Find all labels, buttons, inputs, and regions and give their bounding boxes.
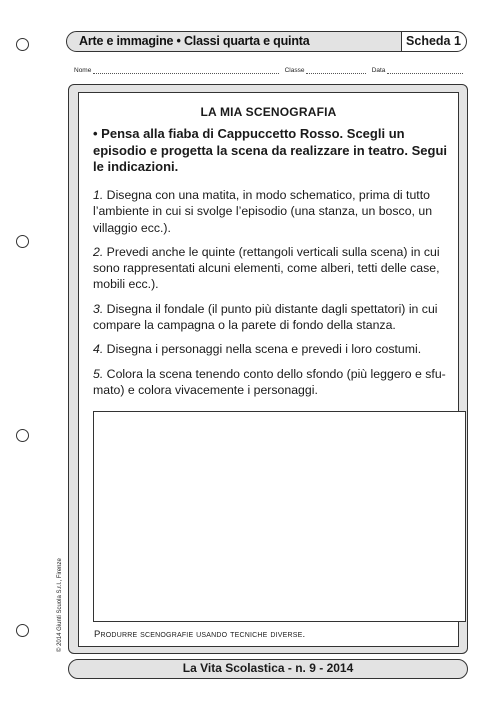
binder-hole [16, 235, 29, 248]
step-item: 5. Colora la scena tenendo conto dello sfondo (più leggero e sfu-mato) e colora vivacemente i personaggi. [93, 366, 446, 397]
date-label: Data [371, 67, 386, 74]
name-field[interactable] [93, 67, 279, 74]
name-label: Nome [74, 67, 92, 74]
learning-objective: Produrre scenografie usando tecniche diverse. [94, 629, 306, 640]
intro-instruction: • Pensa alla fiaba di Cappuccetto Rosso. Scegli un episodio e progetta la scena da realizzare in teatro. Segui le indicazioni. [93, 126, 447, 174]
date-field[interactable] [387, 67, 463, 74]
worksheet-content [78, 92, 459, 647]
class-field[interactable] [306, 67, 366, 74]
binder-hole [16, 624, 29, 637]
sheet-number-badge: Scheda 1 [401, 31, 467, 52]
step-item: 3. Disegna il fondale (il punto più distante dagli spettatori) in cui compare la campagna o la parete di fondo della stanza. [93, 301, 438, 333]
student-info-fields [74, 67, 466, 74]
step-item: 1. Disegna con una matita, in modo schematico, prima di tutto l’ambiente in cui si svolge l’episodio (una stanza, un bosco, un villaggio ecc.). [93, 188, 433, 235]
header-bar [66, 31, 466, 52]
class-label: Classe [284, 67, 305, 74]
step-item: 4. Disegna i personaggi nella scena e prevedi i loro costumi. [93, 342, 422, 357]
drawing-area[interactable] [93, 411, 466, 622]
step-item: 2. Prevedi anche le quinte (rettangoli verticali sulla scena) in cui sono rappresentati alcuni elementi, come alberi, tetti delle case, mobili ecc.). [93, 244, 440, 292]
worksheet-title: LA MIA SCENOGRAFIA [200, 105, 337, 119]
footer-bar: La Vita Scolastica - n. 9 - 2014 [68, 659, 468, 679]
header-title: Arte e immagine • Classi quarta e quinta [79, 34, 310, 48]
instruction-steps [93, 187, 455, 406]
worksheet-panel [68, 84, 468, 654]
copyright-notice: © 2014 Giunti Scuola S.r.l., Firenze [57, 558, 63, 652]
binder-hole [16, 38, 29, 51]
binder-hole [16, 429, 29, 442]
